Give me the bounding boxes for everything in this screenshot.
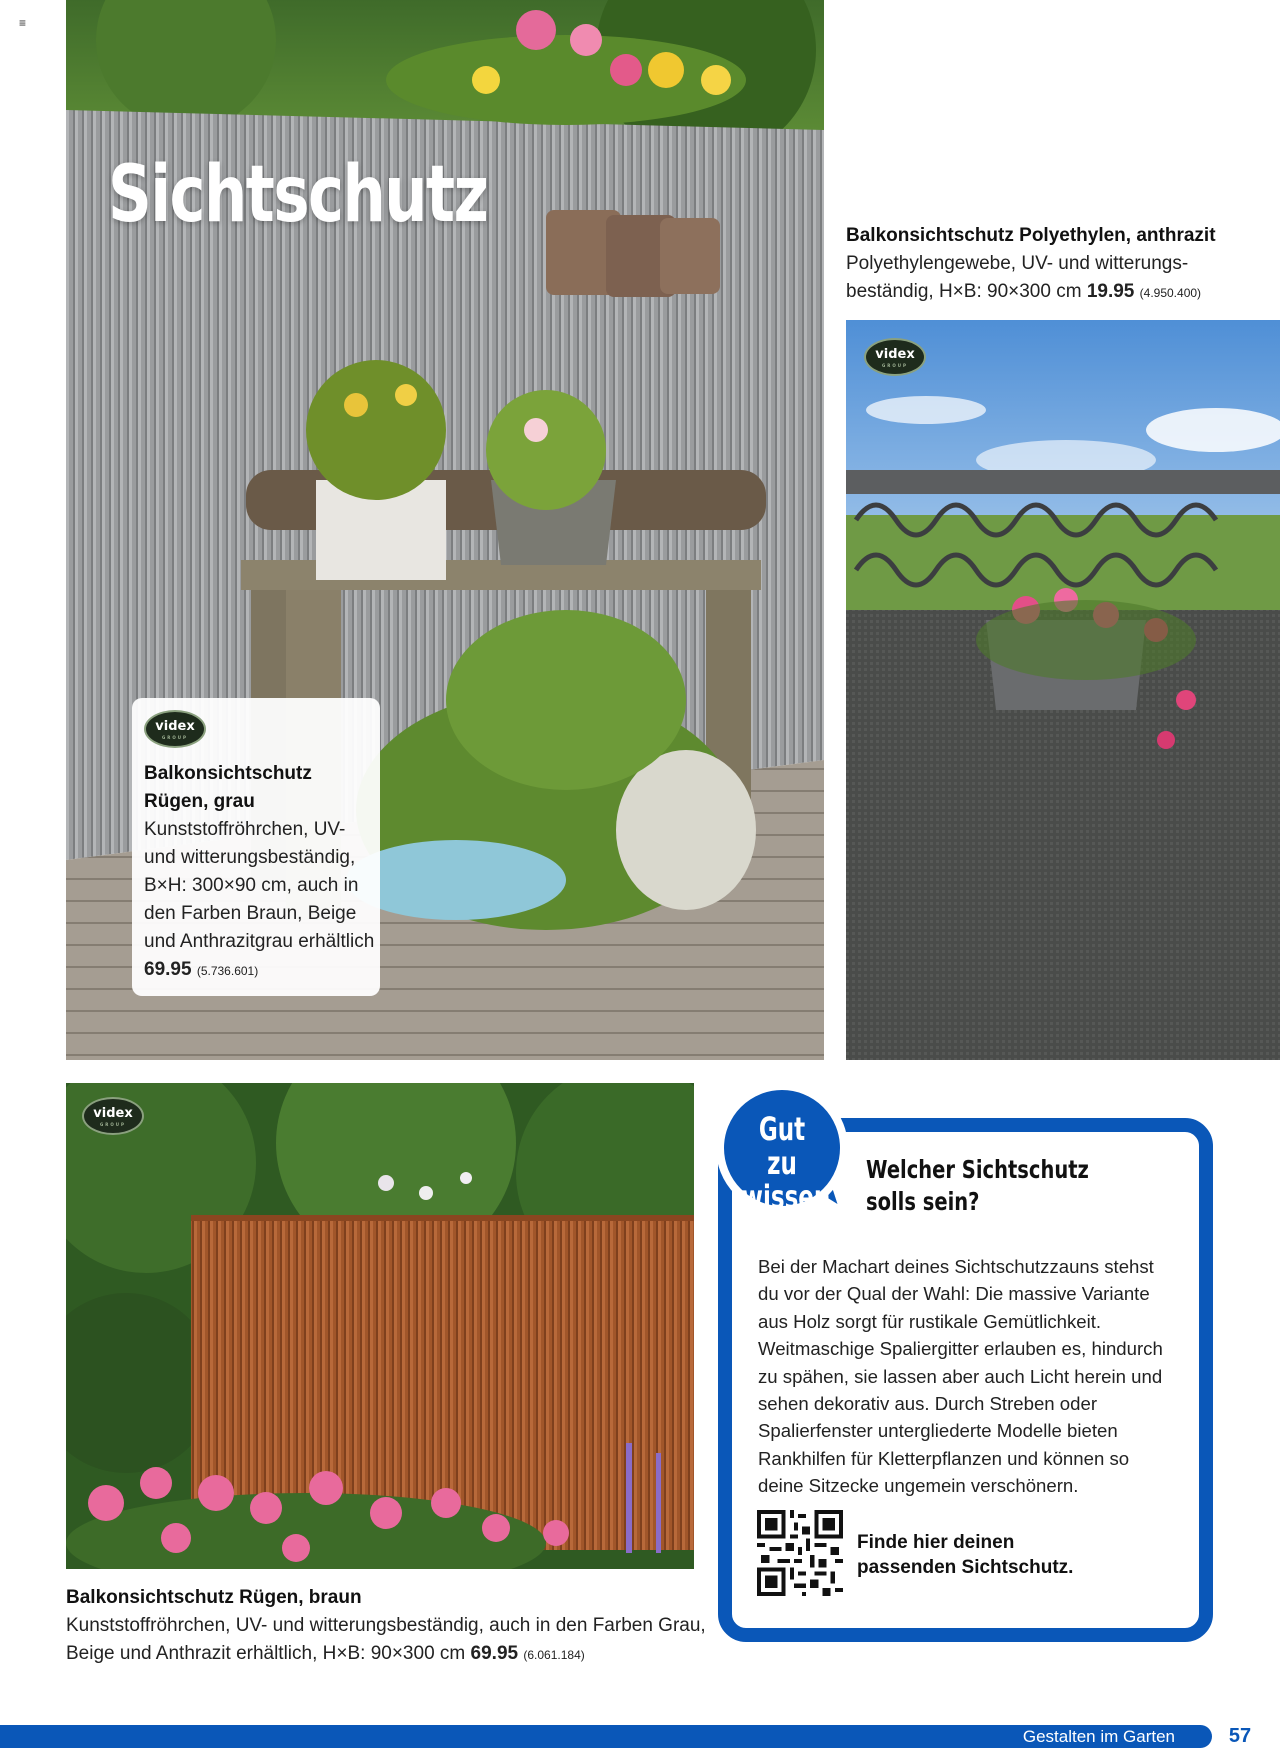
article-number: (6.061.184): [523, 1648, 585, 1662]
product-title: Balkonsichtschutz Rügen, grau: [144, 763, 312, 812]
logo-subtext: GROUP: [162, 735, 188, 740]
product-title: Balkonsichtschutz Rügen, braun: [66, 1587, 362, 1608]
product-card-ruegen-grau: [132, 698, 380, 996]
bubble-line-2: wissen: [741, 1178, 831, 1216]
menu-icon[interactable]: ≡: [19, 16, 27, 30]
qr-caption-line-1: Finde hier deinen: [857, 1532, 1015, 1553]
product-price: 69.95: [144, 959, 192, 980]
page-number: 57: [1228, 1725, 1252, 1747]
videx-logo: [82, 1097, 144, 1135]
balcony-photo-anthrazit: [846, 320, 1280, 1060]
product-title: Balkonsichtschutz Polyethylen, anthrazit: [846, 225, 1216, 246]
videx-logo: [864, 338, 926, 376]
product-price: 19.95: [1086, 281, 1135, 302]
article-number: (5.736.601): [196, 964, 259, 978]
bubble-line-1: Gut zu: [758, 1110, 806, 1182]
product-description: Kunststoffröhrchen, UV- und witterungsbeständig, B×H: 300×90 cm, auch in den Farben Braun, Beige und Anthrazitgrau erhältlich: [144, 819, 375, 952]
product-description: Kunststoffröhrchen, UV- und witterungsbeständig, auch in den Farben Grau, Beige und Anthrazit erhältlich, H×B: 90×300 cm: [66, 1615, 706, 1664]
logo-text: videx: [875, 347, 915, 362]
product-price: 69.95: [470, 1643, 519, 1664]
logo-subtext: GROUP: [100, 1122, 126, 1127]
panel-heading-line-2: solls sein?: [866, 1187, 980, 1216]
bubble-label: [741, 1110, 831, 1216]
panel-heading: [866, 1154, 1116, 1218]
panel-body-text: Bei der Machart deines Sichtschutzzauns stehst du vor der Qual der Wahl: Die massive Variante aus Holz sorgt für rustikale Gemütlichkeit. Weitmaschige Spaliergitter erlauben es, hindurch zu spähen, sie lassen aber auch Licht herein und sehen dekorativ aus. Durch Streben oder Spalierfenster untergliederte Modelle bieten Rankhilfen für Kletterpflanzen und können so deine Sitzecke ungemein verschönern.: [758, 1256, 1163, 1497]
videx-logo: [144, 710, 206, 748]
page-title: Sichtschutz: [108, 150, 488, 240]
qr-caption-line-2: passenden Sichtschutz.: [857, 1557, 1074, 1578]
product-text-ruegen-braun: [66, 1584, 706, 1669]
panel-heading-line-1: Welcher Sichtschutz: [866, 1155, 1089, 1184]
product-description: Polyethylengewebe, UV- und witterungsbeständig, H×B: 90×300 cm: [846, 253, 1189, 302]
qr-code-icon[interactable]: [757, 1510, 843, 1596]
article-number: (4.950.400): [1139, 286, 1202, 300]
footer-section-title: Gestalten im Garten: [1022, 1727, 1175, 1746]
qr-caption: [857, 1530, 1157, 1580]
logo-subtext: GROUP: [882, 363, 908, 368]
logo-text: videx: [155, 719, 195, 734]
product-text-polyethylen: [846, 222, 1266, 307]
logo-text: videx: [93, 1106, 133, 1121]
brown-fence-photo: [66, 1083, 694, 1569]
